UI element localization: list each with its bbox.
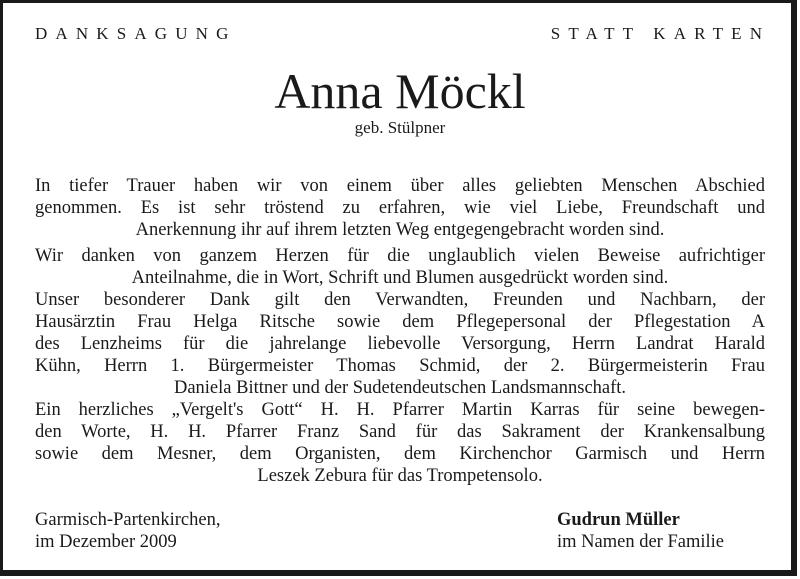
body-line: Anerkennung ihr auf ihrem letzten Weg entgegengebracht worden sind. (135, 220, 665, 240)
body-line: des Lenzheims für die jahrelange liebevolle Versorgung, Herrn Landrat Harald (35, 334, 765, 354)
body-line: den Worte, H. H. Pfarrer Franz Sand für das Sakrament der Krankensalbung (35, 422, 765, 442)
body-line: Kühn, Herrn 1. Bürgermeister Thomas Schmid, der 2. Bürgermeisterin Frau (35, 356, 765, 376)
footer-place: Garmisch-Partenkirchen, (35, 510, 221, 530)
maiden-name: geb. Stülpner (354, 118, 446, 137)
body-line: In tiefer Trauer haben wir von einem über alles geliebten Menschen Abschied (35, 176, 765, 196)
header-statt-karten: STATT KARTEN (550, 24, 771, 43)
footer-date: im Dezember 2009 (35, 532, 177, 552)
body-line: Anteilnahme, die in Wort, Schrift und Blumen ausgedrückt worden sind. (131, 268, 669, 288)
body-line: Unser besonderer Dank gilt den Verwandten, Freunden und Nachbarn, der (35, 290, 765, 310)
signer-note: im Namen der Familie (557, 532, 724, 552)
body-line: Ein herzliches „Vergelt's Gott“ H. H. Pfarrer Martin Karras für seine bewegen- (35, 400, 765, 420)
body-line: sowie dem Mesner, dem Organisten, dem Kirchenchor Garmisch und Herrn (35, 444, 765, 464)
footer-place-date (35, 509, 220, 553)
body-line: Daniela Bittner und der Sudetendeutschen Landsmannschaft. (173, 378, 627, 398)
body-line: genommen. Es ist sehr tröstend zu erfahren, wie viel Liebe, Freundschaft und (35, 198, 765, 218)
body-line: Hausärztin Frau Helga Ritsche sowie dem Pflegepersonal der Pflegestation A (35, 312, 765, 332)
body-line: Wir danken von ganzem Herzen für die unglaublich vielen Beweise aufrichtiger (35, 246, 765, 266)
deceased-name: Anna Möckl (274, 63, 526, 119)
body-line: Leszek Zebura für das Trompetensolo. (257, 466, 543, 486)
signer-name: Gudrun Müller (557, 510, 680, 530)
footer-signature (557, 509, 724, 553)
notice-body (35, 175, 765, 487)
header-danksagung: DANKSAGUNG (35, 24, 237, 43)
